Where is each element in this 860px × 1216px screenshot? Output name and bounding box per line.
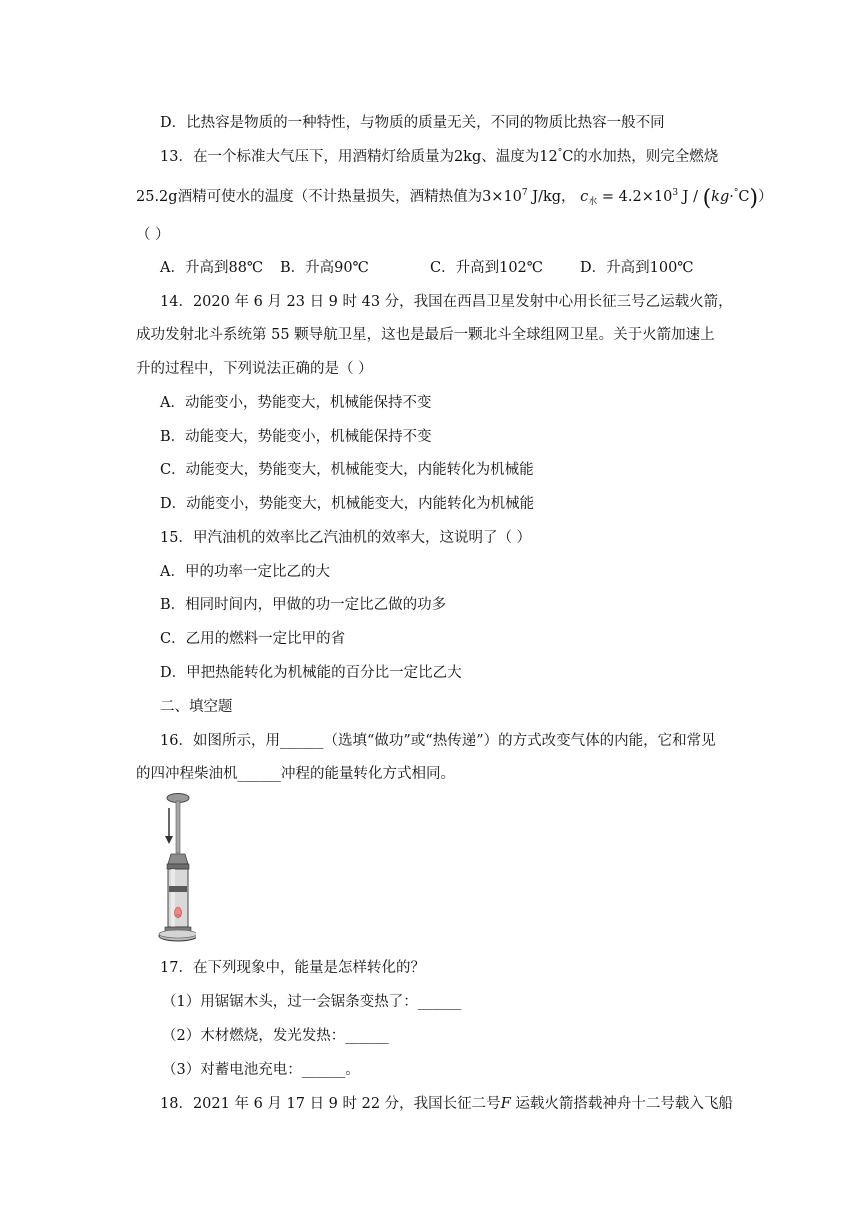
q13-heat-unit: J/kg，	[527, 189, 576, 205]
q15-stem: 15．甲汽油机的效率比乙汽油机的效率大，这说明了（ ）	[160, 530, 532, 546]
q13-c-eq: = 4.2×10	[597, 189, 673, 205]
air-compression-syringe-icon	[156, 792, 196, 944]
q17-item-2: （2）木材燃烧，发光发热：______	[162, 1028, 389, 1044]
q13-unit-degree: °	[733, 188, 739, 198]
q14-option-a: A．动能变小，势能变大，机械能保持不变	[160, 395, 432, 411]
q16-stem-line2: 的四冲程柴油机______冲程的能量转化方式相同。	[136, 766, 455, 782]
paren-left: (	[702, 186, 712, 211]
q18-text-b: 运载火箭搭载神舟十二号载入飞船	[510, 1096, 733, 1112]
q16-stem-line1: 16．如图所示，用______（选填“做功”或“热传递”）的方式改变气体的内能，它和常见	[160, 733, 716, 749]
q15-option-d: D．甲把热能转化为机械能的百分比一定比乙大	[160, 665, 462, 681]
q18-stem-line1	[160, 1094, 733, 1114]
q13-stem-line1	[160, 147, 718, 167]
q17-item-3: （3）对蓄电池充电：______。	[162, 1062, 360, 1078]
section-heading-fill-in: 二、填空题	[160, 699, 233, 715]
q13-answer-blank: （ ）	[136, 227, 170, 243]
q13-c-sub: 水	[588, 197, 598, 207]
q14-stem-line1: 14．2020 年 6 月 23 日 9 时 43 分，我国在西昌卫星发射中心用长征三号乙运载火箭，	[160, 294, 733, 310]
q17-stem: 17．在下列现象中，能量是怎样转化的？	[160, 960, 425, 976]
q13-degree: °	[557, 148, 563, 158]
q18-text-a: 18．2021 年 6 月 17 日 9 时 22 分，我国长征二号	[160, 1096, 501, 1112]
q13-option-b: B．升高90℃	[280, 260, 369, 276]
q13-option-a: A．升高到88℃	[160, 260, 264, 276]
q14-option-c: C．动能变大，势能变大，机械能变大，内能转化为机械能	[160, 462, 534, 478]
q13-unit-c: C	[738, 189, 750, 205]
q13-line2-text: 25.2g酒精可使水的温度（不计热量损失，酒精热值为	[136, 189, 483, 205]
q13-unit-inner: kg·	[711, 189, 734, 205]
q14-stem-line2: 成功发射北斗系统第 55 颗导航卫星，这也是最后一颗北斗全球组网卫星。关于火箭加速上	[136, 327, 715, 343]
q13-close-paren: ）	[758, 189, 773, 205]
q14-option-d: D．动能变小，势能变大，机械能变大，内能转化为机械能	[160, 496, 535, 512]
q17-item-1: （1）用锯锯木头，过一会锯条变热了：______	[162, 994, 462, 1010]
q13-heat-value: 3×10	[482, 189, 522, 205]
q13-c-unit: J /	[678, 189, 703, 205]
q15-option-a: A．甲的功率一定比乙的大	[160, 564, 330, 580]
q13-text-b: C的水加热，则完全燃烧	[562, 149, 719, 165]
q14-stem-line3: 升的过程中，下列说法正确的是（ ）	[136, 361, 373, 377]
q18-f-letter: F	[500, 1096, 511, 1112]
q13-c-exp: 3	[672, 188, 679, 198]
q15-option-b: B．相同时间内，甲做的功一定比乙做的功多	[160, 597, 447, 613]
q13-heat-exp: 7	[521, 188, 528, 198]
q13-option-d: D．升高到100℃	[580, 260, 694, 276]
q13-c-symbol: c	[580, 189, 589, 205]
q12-option-d: D．比热容是物质的一种特性，与物质的质量无关，不同的物质比热容一般不同	[160, 115, 665, 131]
q14-option-b: B．动能变大，势能变小，机械能保持不变	[160, 429, 432, 445]
q13-stem-line2	[136, 187, 773, 209]
q13-text-a: 13．在一个标准大气压下，用酒精灯给质量为2kg、温度为12	[160, 149, 558, 165]
paren-right: )	[749, 186, 759, 211]
q15-option-c: C．乙用的燃料一定比甲的省	[160, 631, 346, 647]
q13-option-c: C．升高到102℃	[430, 260, 543, 276]
